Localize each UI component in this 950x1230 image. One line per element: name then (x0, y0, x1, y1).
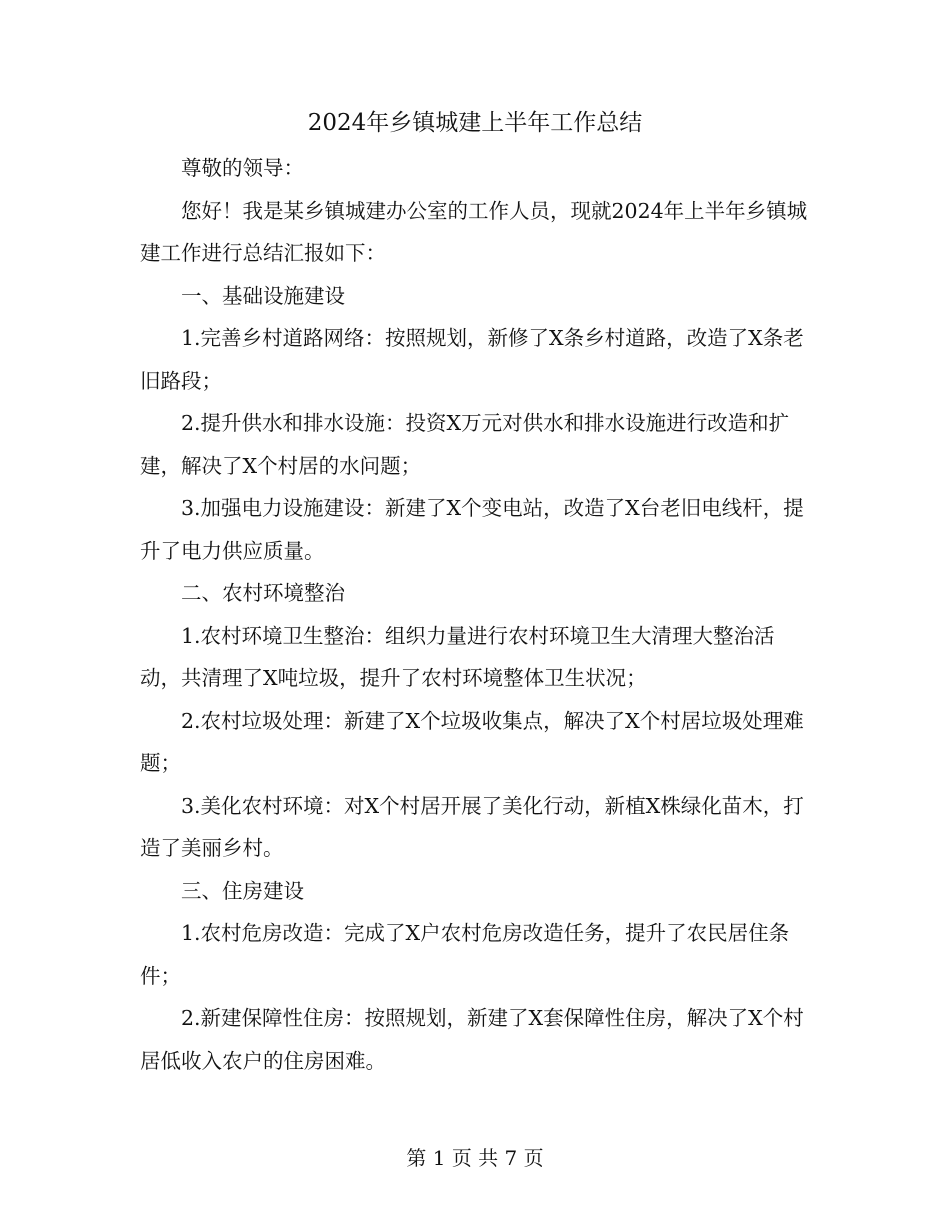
infrastructure-item-power: 3.加强电力设施建设：新建了X个变电站，改造了X台老旧电线杆，提升了电力供应质量。 (140, 496, 804, 563)
page-footer: 第 1 页 共 7 页 (406, 1146, 544, 1170)
environment-item-sanitation: 1.农村环境卫生整治：组织力量进行农村环境卫生大清理大整治活动，共清理了X吨垃圾，提升了农村环境整体卫生状况； (140, 623, 775, 690)
environment-item-beautify: 3.美化农村环境：对X个村居开展了美化行动，新植X株绿化苗木，打造了美丽乡村。 (140, 793, 804, 860)
salutation: 尊敬的领导： (181, 156, 304, 180)
intro-paragraph: 您好！我是某乡镇城建办公室的工作人员，现就2024年上半年乡镇城建工作进行总结汇报如下： (140, 198, 808, 265)
housing-item-affordable: 2.新建保障性住房：按照规划，新建了X套保障性住房，解决了X个村居低收入农户的住房困难。 (140, 1006, 804, 1073)
section-heading-environment: 二、农村环境整治 (181, 581, 345, 605)
section-heading-housing: 三、住房建设 (181, 878, 304, 903)
infrastructure-item-roads: 1.完善乡村道路网络：按照规划，新修了X条乡村道路，改造了X条老旧路段； (140, 326, 804, 393)
environment-item-garbage: 2.农村垃圾处理：新建了X个垃圾收集点，解决了X个村居垃圾处理难题； (140, 708, 804, 775)
housing-item-renovation: 1.农村危房改造：完成了X户农村危房改造任务，提升了农民居住条件； (140, 921, 790, 988)
section-heading-infrastructure: 一、基础设施建设 (181, 283, 345, 308)
document-body (140, 147, 812, 1082)
infrastructure-item-water: 2.提升供水和排水设施：投资X万元对供水和排水设施进行改造和扩建，解决了X个村居的水问题； (140, 411, 790, 478)
document-title: 2024年乡镇城建上半年工作总结 (307, 110, 643, 136)
